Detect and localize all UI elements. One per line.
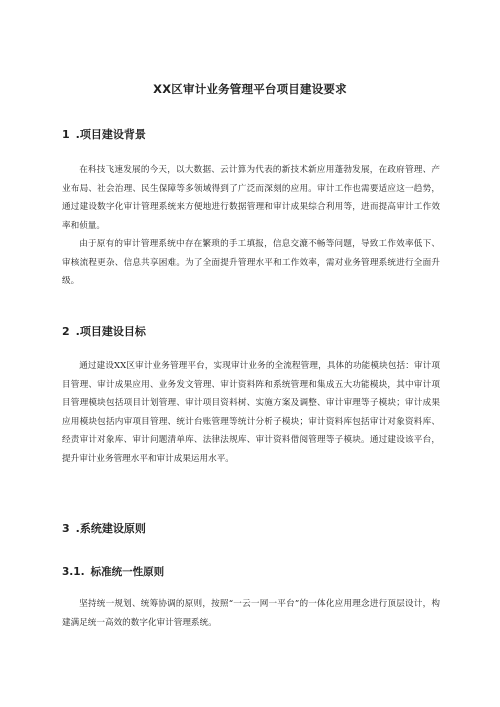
section-title: .项目建设背景: [75, 128, 146, 141]
paragraph: 坚持统一规划、统筹协调的原则，按照“一云一网一平台”的一体化应用理念进行顶层设计，构建满足统一高效的数字化审计管理系统。: [62, 599, 440, 628]
section-heading-goals: [62, 323, 146, 339]
paragraph: 由于原有的审计管理系统中存在繁琐的手工填报，信息交漉不畅等问题，导致工作效率低下、审核流程更杂、信息共享困难。为了全面提升管理水平和工作效率，需对业务管理系统进行全面升级。: [62, 239, 440, 287]
section-heading-principles: [62, 520, 146, 536]
paragraph: 通过建设XX区审计业务管理平台，实现审计业务的全流程管理，具体的功能模块包括：审计项目管理、审计成果应用、业务发文管理、审计资料阵和系统管理和集成五大功能模块，其中审计项目管理模块包括项目计划管理、审计项目资料树、实施方案及调整、审计审理等子模块；审计成果应用模块包括内审项目管理、统计台账管理等统计分析子模块；审计资料库包括审计对象资料库、经责审计对象库、审计问题清单库、法律法规库、审计资料借阅管理等子模块。通过建设该平台，提升审计业务管理水平和审计成果运用水平。: [62, 361, 440, 464]
section-number: 3: [62, 522, 70, 535]
section-title: .系统建设原则: [75, 522, 146, 535]
subsection-title: 标准统一性原则: [90, 566, 165, 578]
section-heading-background: [62, 126, 146, 142]
section-number: 1: [62, 128, 70, 141]
section-title: .项目建设目标: [75, 325, 146, 338]
document-title: XX区审计业务管理平台项目建设要求: [153, 82, 347, 96]
subsection-number: 3.1.: [62, 566, 85, 578]
paragraph: 在科技飞速发展的今天，以大数据、云计算为代表的新技术新应用蓬勃发展，在政府管理、产业布局、社会治理、民生保障等多领域得到了广泛而深刻的应用。审计工作也需要适应这一趋势，通过建设数字化审计管理系统来方便地进行数据管理和审计成果综合利用等，进而提高审计工作效率和侦量。: [62, 165, 440, 231]
subsection-heading-standard-unity: [62, 564, 164, 579]
section-number: 2: [62, 325, 70, 338]
